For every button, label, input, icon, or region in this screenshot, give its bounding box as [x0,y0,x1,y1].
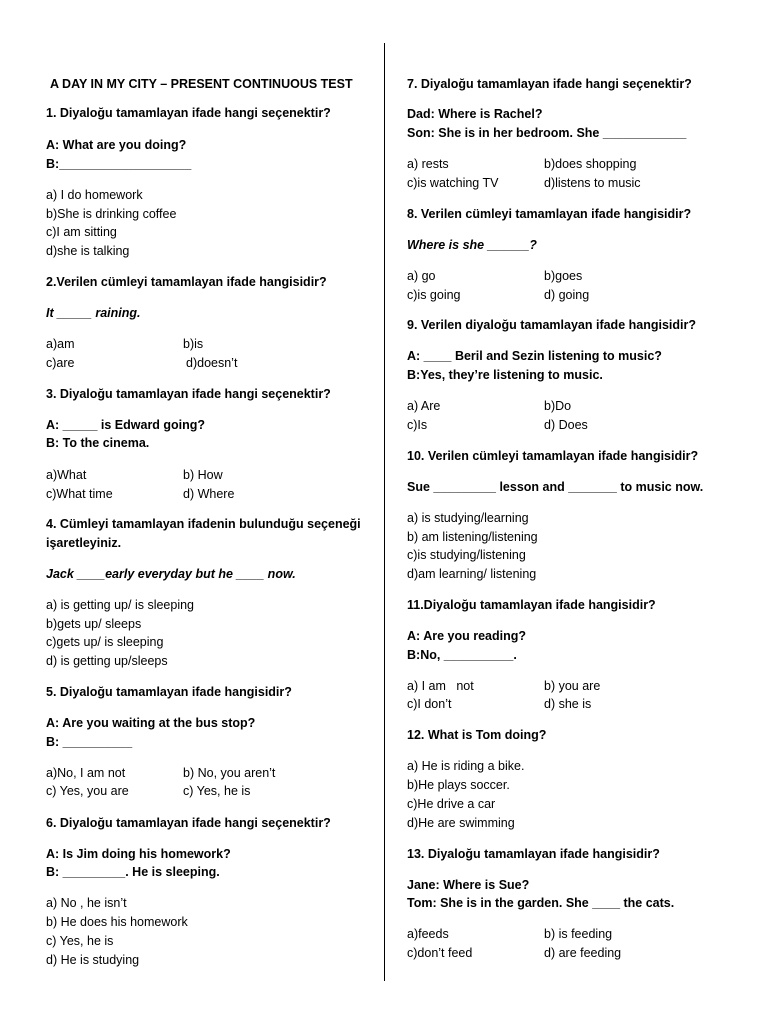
q1-option-a[interactable]: a) I do homework [46,188,143,202]
q5-option-a[interactable]: a)No, I am not [46,766,126,780]
q8-option-d[interactable]: d) going [544,288,590,302]
q7-option-d[interactable]: d)listens to music [544,176,641,190]
q3-dialog-a: A: _____ is Edward going? [46,418,206,432]
q9-option-d[interactable]: d) Does [544,418,588,432]
q9-dialog-a: A: ____ Beril and Sezin listening to music? [407,349,662,363]
q6-option-a[interactable]: a) No , he isn’t [46,896,127,910]
q7-option-c[interactable]: c)is watching TV [407,176,499,190]
q9-dialog-b: B:Yes, they’re listening to music. [407,368,603,382]
q12-option-d[interactable]: d)He are swimming [407,816,515,830]
q1-dialog-a: A: What are you doing? [46,138,187,152]
q4-option-a[interactable]: a) is getting up/ is sleeping [46,598,195,612]
q3-prompt: 3. Diyaloğu tamamlayan ifade hangi seçenektir? [46,387,331,401]
q7-dialog-b: Son: She is in her bedroom. She ____________ [407,126,687,140]
q13-option-a[interactable]: a)feeds [407,927,449,941]
q13-option-b[interactable]: b) is feeding [544,927,613,941]
q5-dialog-b: B: __________ [46,735,133,749]
q12-option-a[interactable]: a) He is riding a bike. [407,759,525,773]
q8-option-c[interactable]: c)is going [407,288,461,302]
q1-prompt: 1. Diyaloğu tamamlayan ifade hangi seçenektir? [46,106,331,120]
q9-option-b[interactable]: b)Do [544,399,572,413]
q1-option-d[interactable]: d)she is talking [46,244,130,258]
q5-option-d[interactable]: c) Yes, he is [183,784,251,798]
q5-dialog-a: A: Are you waiting at the bus stop? [46,716,256,730]
q10-sentence: Sue _________ lesson and _______ to music now. [407,480,704,494]
q12-option-b[interactable]: b)He plays soccer. [407,778,510,792]
q3-option-b[interactable]: b) How [183,468,223,482]
q7-prompt: 7. Diyaloğu tamamlayan ifade hangi seçenektir? [407,77,692,91]
q3-dialog-b: B: To the cinema. [46,436,150,450]
q6-option-c[interactable]: c) Yes, he is [46,934,114,948]
q9-option-c[interactable]: c)Is [407,418,428,432]
q8-option-a[interactable]: a) go [407,269,436,283]
q5-prompt: 5. Diyaloğu tamamlayan ifade hangisidir? [46,685,292,699]
q10-option-c[interactable]: c)is studying/listening [407,548,526,562]
q2-option-c[interactable]: c)are [46,356,75,370]
q13-dialog-b: Tom: She is in the garden. She ____ the cats. [407,896,675,910]
q2-option-a[interactable]: a)am [46,337,75,351]
q11-dialog-a: A: Are you reading? [407,629,526,643]
q13-dialog-a: Jane: Where is Sue? [407,878,530,892]
q1-option-c[interactable]: c)I am sitting [46,225,117,239]
q12-prompt: 12. What is Tom doing? [407,728,547,742]
q7-option-b[interactable]: b)does shopping [544,157,637,171]
q1-option-b[interactable]: b)She is drinking coffee [46,207,177,221]
q2-option-b[interactable]: b)is [183,337,204,351]
q11-option-d[interactable]: d) she is [544,697,592,711]
q12-option-c[interactable]: c)He drive a car [407,797,496,811]
q8-option-b[interactable]: b)goes [544,269,583,283]
q7-dialog-a: Dad: Where is Rachel? [407,107,543,121]
q3-option-d[interactable]: d) Where [183,487,235,501]
q8-sentence: Where is she ______? [407,238,537,252]
q13-option-c[interactable]: c)don’t feed [407,946,473,960]
q9-option-a[interactable]: a) Are [407,399,441,413]
q11-option-b[interactable]: b) you are [544,679,601,693]
q4-option-b[interactable]: b)gets up/ sleeps [46,617,142,631]
q11-prompt: 11.Diyaloğu tamamlayan ifade hangisidir? [407,598,656,612]
q2-prompt: 2.Verilen cümleyi tamamlayan ifade hangisidir? [46,275,327,289]
q5-option-b[interactable]: b) No, you aren’t [183,766,276,780]
q4-prompt-line2: işaretleyiniz. [46,536,122,550]
q9-prompt: 9. Verilen diyaloğu tamamlayan ifade hangisidir? [407,318,696,332]
q2-option-d[interactable]: d)doesn’t [186,356,238,370]
q2-sentence: It _____ raining. [46,306,141,320]
q6-dialog-b: B: _________. He is sleeping. [46,865,220,879]
q5-option-c[interactable]: c) Yes, you are [46,784,129,798]
q13-option-d[interactable]: d) are feeding [544,946,622,960]
q10-option-a[interactable]: a) is studying/learning [407,511,529,525]
q6-option-b[interactable]: b) He does his homework [46,915,188,929]
q6-option-d[interactable]: d) He is studying [46,953,140,967]
q7-option-a[interactable]: a) rests [407,157,449,171]
q1-dialog-b: B:___________________ [46,157,192,171]
q4-sentence: Jack ____early everyday but he ____ now. [46,567,296,581]
q10-prompt: 10. Verilen cümleyi tamamlayan ifade hangisidir? [407,449,699,463]
q13-prompt: 13. Diyaloğu tamamlayan ifade hangisidir? [407,847,660,861]
q10-option-d[interactable]: d)am learning/ listening [407,567,537,581]
q6-prompt: 6. Diyaloğu tamamlayan ifade hangi seçenektir? [46,816,331,830]
q11-dialog-b: B:No, __________. [407,648,517,662]
q6-dialog-a: A: Is Jim doing his homework? [46,847,231,861]
q4-prompt-line1: 4. Cümleyi tamamlayan ifadenin bulunduğu seçeneği [46,517,361,531]
q10-option-b[interactable]: b) am listening/listening [407,530,538,544]
q3-option-a[interactable]: a)What [46,468,87,482]
q11-option-c[interactable]: c)I don’t [407,697,452,711]
q4-option-c[interactable]: c)gets up/ is sleeping [46,635,164,649]
test-title: A DAY IN MY CITY – PRESENT CONTINUOUS TEST [50,77,353,91]
q4-option-d[interactable]: d) is getting up/sleeps [46,654,168,668]
q3-option-c[interactable]: c)What time [46,487,113,501]
q11-option-a[interactable]: a) I am not [407,679,474,693]
column-divider [384,43,385,981]
q8-prompt: 8. Verilen cümleyi tamamlayan ifade hangisidir? [407,207,692,221]
